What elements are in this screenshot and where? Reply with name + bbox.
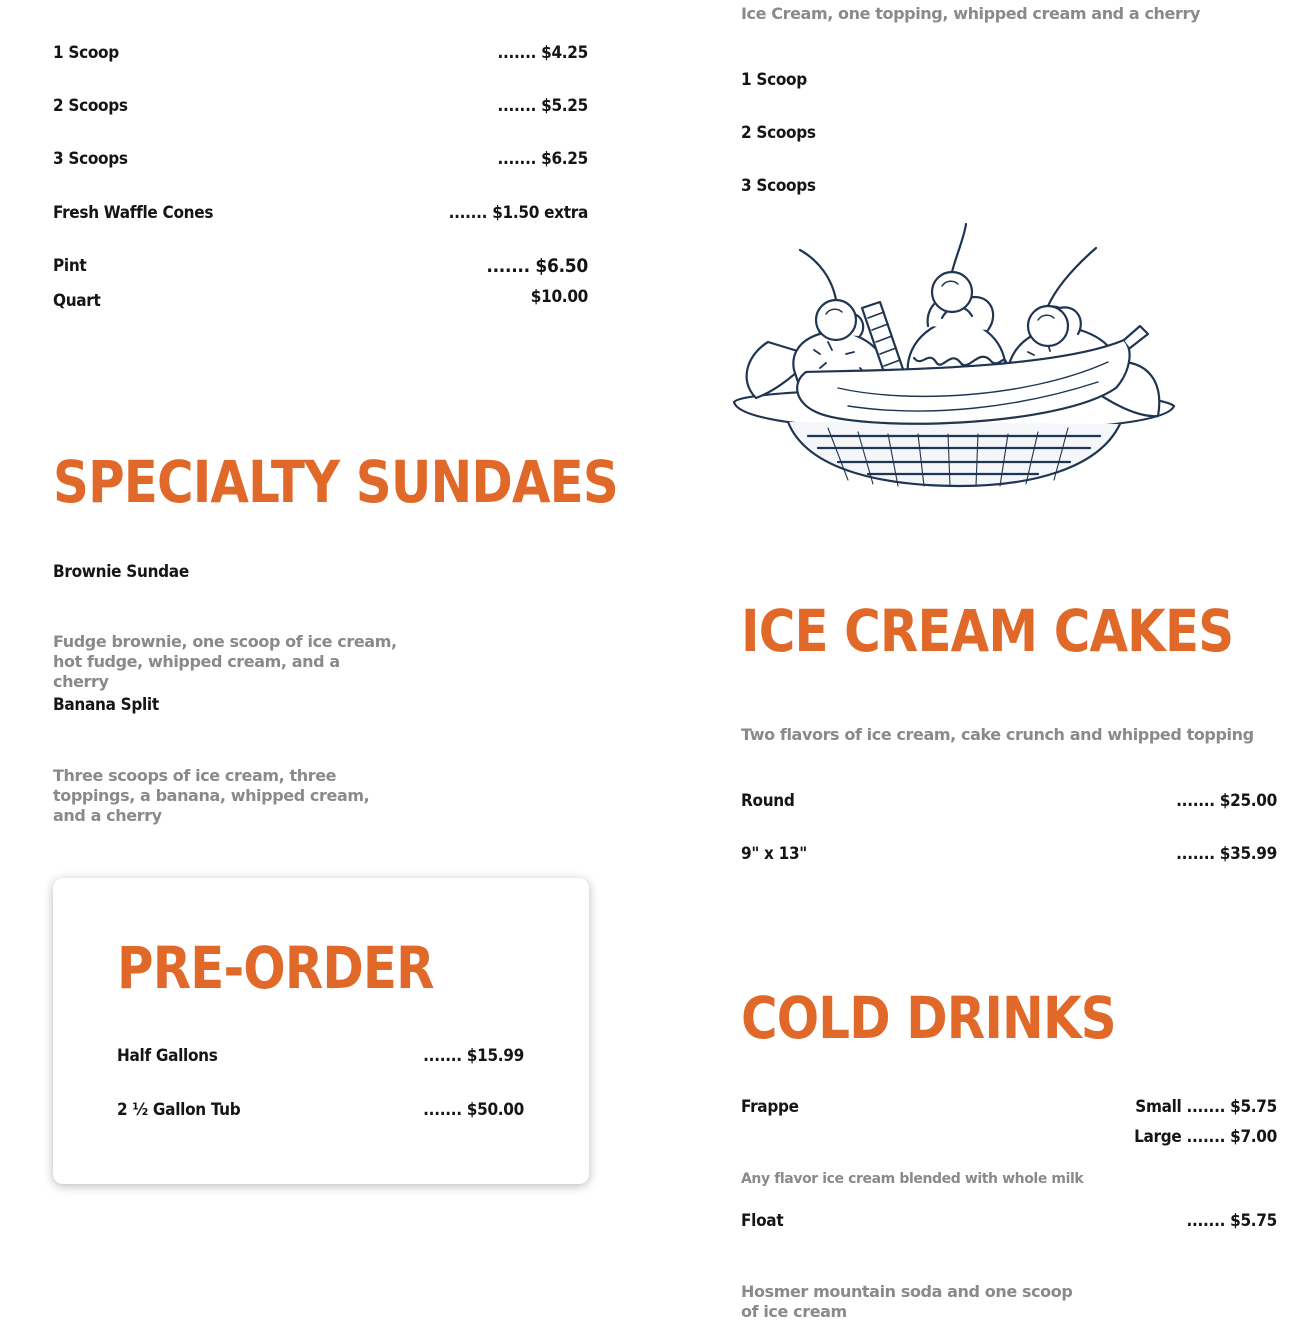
item-label: 1 Scoop bbox=[53, 43, 119, 63]
banana-split-illustration bbox=[728, 222, 1180, 490]
drink-desc: Hosmer mountain soda and one scoop of ice cream bbox=[741, 1282, 1073, 1321]
preorder-label: Half Gallons bbox=[117, 1046, 218, 1066]
item-price: ....... $6.50 bbox=[486, 255, 588, 277]
drink-label: Float bbox=[741, 1211, 784, 1231]
sundae-desc: Three scoops of ice cream, three toppings, a banana, whipped cream, and a cherry bbox=[53, 766, 370, 825]
drink-price: Small ....... $5.75 bbox=[1135, 1097, 1277, 1117]
item-price: ....... $6.25 bbox=[497, 149, 588, 169]
item-label: 3 Scoops bbox=[741, 176, 816, 196]
preorder-label: 2 ½ Gallon Tub bbox=[117, 1100, 241, 1120]
item-label: 3 Scoops bbox=[53, 149, 128, 169]
sundae-name: Brownie Sundae bbox=[53, 562, 189, 582]
section-title-cakes: ICE CREAM CAKES bbox=[741, 597, 1234, 665]
item-label: 2 Scoops bbox=[53, 96, 128, 116]
item-price: $10.00 bbox=[530, 287, 588, 307]
preorder-card bbox=[53, 878, 589, 1184]
item-label: Fresh Waffle Cones bbox=[53, 203, 214, 223]
item-label: 2 Scoops bbox=[741, 123, 816, 143]
item-price: ....... $4.25 bbox=[497, 43, 588, 63]
section-title-drinks: COLD DRINKS bbox=[741, 984, 1116, 1052]
sundae-name: Banana Split bbox=[53, 695, 159, 715]
item-label: Quart bbox=[53, 291, 101, 311]
drink-label: Frappe bbox=[741, 1097, 799, 1117]
preorder-price: ....... $50.00 bbox=[423, 1100, 524, 1120]
cake-label: 9" x 13" bbox=[741, 844, 807, 864]
item-price: ....... $5.25 bbox=[497, 96, 588, 116]
cake-price: ....... $25.00 bbox=[1176, 791, 1277, 811]
cake-price: ....... $35.99 bbox=[1176, 844, 1277, 864]
item-price: ....... $1.50 extra bbox=[448, 203, 588, 223]
section-title-preorder: PRE-ORDER bbox=[117, 934, 434, 1002]
drink-price: ....... $5.75 bbox=[1186, 1211, 1277, 1231]
section-title-specialty: SPECIALTY SUNDAES bbox=[53, 448, 618, 516]
sundae-desc: Fudge brownie, one scoop of ice cream, hot fudge, whipped cream, and a cherry bbox=[53, 632, 397, 691]
drink-price: Large ....... $7.00 bbox=[1134, 1127, 1277, 1147]
item-label: Pint bbox=[53, 256, 87, 276]
sundae-top-desc: Ice Cream, one topping, whipped cream and a cherry bbox=[741, 4, 1201, 23]
cake-label: Round bbox=[741, 791, 795, 811]
drink-desc: Any flavor ice cream blended with whole milk bbox=[741, 1171, 1084, 1187]
cakes-desc: Two flavors of ice cream, cake crunch and whipped topping bbox=[741, 725, 1254, 744]
item-label: 1 Scoop bbox=[741, 70, 807, 90]
preorder-price: ....... $15.99 bbox=[423, 1046, 524, 1066]
